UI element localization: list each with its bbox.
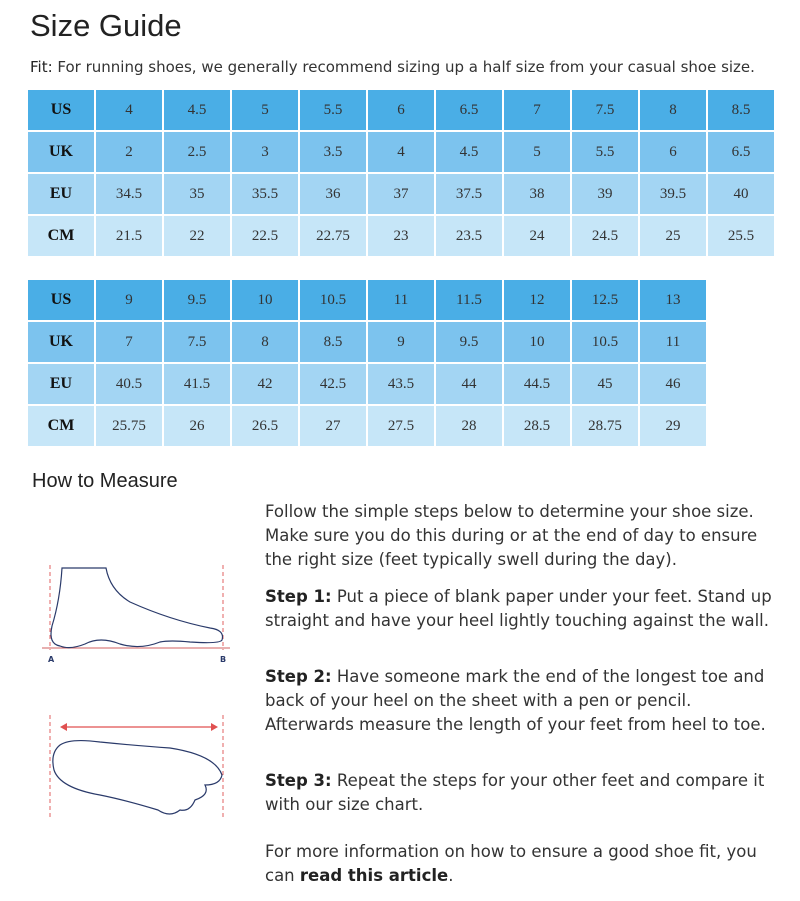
size-cell: 7	[95, 321, 163, 363]
size-cell: 27	[299, 405, 367, 447]
row-label: US	[27, 89, 95, 131]
size-cell: 22.75	[299, 215, 367, 257]
size-cell: 26.5	[231, 405, 299, 447]
size-row-eu	[27, 363, 707, 405]
size-cell: 23	[367, 215, 435, 257]
size-cell: 46	[639, 363, 707, 405]
size-cell: 2	[95, 131, 163, 173]
size-cell: 38	[503, 173, 571, 215]
size-cell: 4	[367, 131, 435, 173]
row-label: EU	[27, 173, 95, 215]
size-cell: 12	[503, 279, 571, 321]
size-row-cm	[27, 215, 775, 257]
size-cell: 5.5	[299, 89, 367, 131]
size-cell: 9	[95, 279, 163, 321]
size-cell: 7.5	[571, 89, 639, 131]
row-label: US	[27, 279, 95, 321]
step-3: Step 3: Repeat the steps for your other feet and compare it with our size chart.	[265, 771, 765, 814]
size-cell: 3.5	[299, 131, 367, 173]
size-cell: 25.5	[707, 215, 775, 257]
size-cell: 22	[163, 215, 231, 257]
size-table-1	[26, 88, 776, 258]
size-cell: 37.5	[435, 173, 503, 215]
more-info: For more information on how to ensure a good shoe fit, you can read this article.	[265, 842, 757, 885]
size-cell: 44	[435, 363, 503, 405]
size-cell: 4.5	[163, 89, 231, 131]
size-cell: 5	[231, 89, 299, 131]
size-cell: 7.5	[163, 321, 231, 363]
fit-text: For running shoes, we generally recommend sizing up a half size from your casual shoe size.	[52, 58, 755, 76]
page-title: Size Guide	[30, 8, 182, 43]
size-cell: 42	[231, 363, 299, 405]
size-cell: 39.5	[639, 173, 707, 215]
size-cell: 10	[503, 321, 571, 363]
size-cell: 25	[639, 215, 707, 257]
label-b: B	[220, 655, 227, 664]
size-cell: 42.5	[299, 363, 367, 405]
size-cell: 3	[231, 131, 299, 173]
size-cell: 10	[231, 279, 299, 321]
size-cell: 6.5	[707, 131, 775, 173]
size-cell: 24	[503, 215, 571, 257]
how-to-measure-heading: How to Measure	[32, 470, 178, 492]
size-cell: 39	[571, 173, 639, 215]
size-cell: 6	[367, 89, 435, 131]
size-cell: 34.5	[95, 173, 163, 215]
size-cell: 10.5	[299, 279, 367, 321]
size-cell: 21.5	[95, 215, 163, 257]
row-label: CM	[27, 405, 95, 447]
size-row-cm	[27, 405, 707, 447]
size-cell: 9.5	[163, 279, 231, 321]
size-cell: 7	[503, 89, 571, 131]
size-cell: 22.5	[231, 215, 299, 257]
size-cell: 28.5	[503, 405, 571, 447]
size-cell: 24.5	[571, 215, 639, 257]
size-cell: 40	[707, 173, 775, 215]
size-cell: 5.5	[571, 131, 639, 173]
size-cell: 44.5	[503, 363, 571, 405]
size-cell: 8.5	[707, 89, 775, 131]
row-label: CM	[27, 215, 95, 257]
foot-measure-diagram	[30, 560, 230, 825]
size-cell: 9.5	[435, 321, 503, 363]
size-row-uk	[27, 131, 775, 173]
size-cell: 11	[367, 279, 435, 321]
step-1: Step 1: Put a piece of blank paper under your feet. Stand up straight and have your heel lightly touching against the wall.	[265, 587, 772, 630]
foot-top-outline	[53, 741, 222, 814]
size-cell: 28.75	[571, 405, 639, 447]
size-cell: 12.5	[571, 279, 639, 321]
size-cell: 28	[435, 405, 503, 447]
size-cell: 45	[571, 363, 639, 405]
size-cell: 41.5	[163, 363, 231, 405]
size-cell: 5	[503, 131, 571, 173]
size-cell: 8	[639, 89, 707, 131]
size-cell: 13	[639, 279, 707, 321]
size-cell: 4	[95, 89, 163, 131]
size-cell: 2.5	[163, 131, 231, 173]
label-a: A	[48, 655, 55, 664]
row-label: UK	[27, 321, 95, 363]
measure-intro: Follow the simple steps below to determine your shoe size. Make sure you do this during or at the end of day to ensure the right size (feet typically swell during the day).	[265, 502, 758, 569]
size-cell: 10.5	[571, 321, 639, 363]
size-cell: 6.5	[435, 89, 503, 131]
size-cell: 9	[367, 321, 435, 363]
size-cell: 35	[163, 173, 231, 215]
size-cell: 25.75	[95, 405, 163, 447]
read-article-link[interactable]: read this article	[299, 866, 449, 885]
size-cell: 11	[639, 321, 707, 363]
size-cell: 23.5	[435, 215, 503, 257]
foot-side-outline	[51, 568, 223, 648]
size-cell: 35.5	[231, 173, 299, 215]
size-cell: 4.5	[435, 131, 503, 173]
size-cell: 29	[639, 405, 707, 447]
size-cell: 8	[231, 321, 299, 363]
size-cell: 40.5	[95, 363, 163, 405]
row-label: EU	[27, 363, 95, 405]
size-cell: 6	[639, 131, 707, 173]
row-label: UK	[27, 131, 95, 173]
size-cell: 27.5	[367, 405, 435, 447]
size-cell: 8.5	[299, 321, 367, 363]
size-cell: 36	[299, 173, 367, 215]
size-row-eu	[27, 173, 775, 215]
fit-label: Fit:	[30, 58, 53, 76]
size-cell: 43.5	[367, 363, 435, 405]
fit-note	[30, 58, 755, 76]
size-row-us	[27, 279, 707, 321]
size-table-2	[26, 278, 708, 448]
size-row-uk	[27, 321, 707, 363]
size-cell: 37	[367, 173, 435, 215]
size-cell: 11.5	[435, 279, 503, 321]
step-2: Step 2: Have someone mark the end of the longest toe and back of your heel on the sheet with a pen or pencil. Afterwards measure the length of your feet from heel to toe.	[265, 667, 766, 734]
size-cell: 26	[163, 405, 231, 447]
size-row-us	[27, 89, 775, 131]
